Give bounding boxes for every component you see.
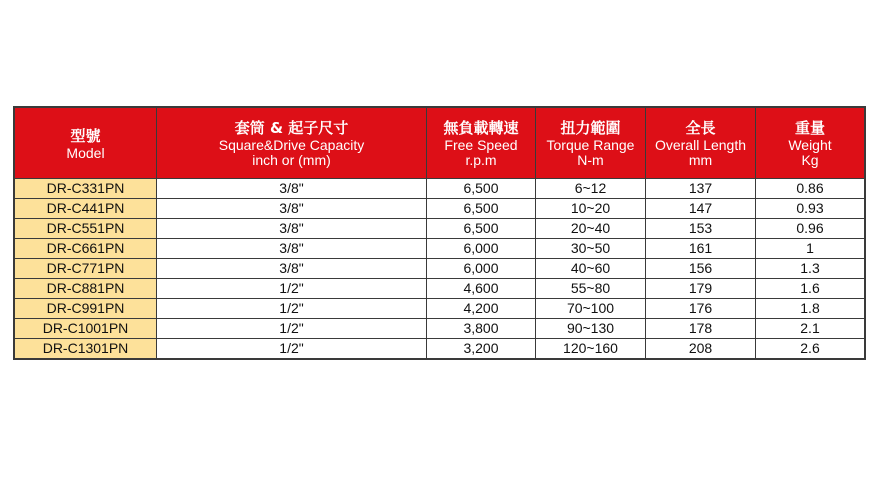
header-label-en: Model bbox=[66, 144, 105, 161]
cell-weight: 2.1 bbox=[756, 319, 865, 339]
table-row bbox=[15, 179, 865, 199]
header-label-zh: 扭力範圍 bbox=[560, 119, 621, 137]
cell-torque-range: 70~100 bbox=[536, 299, 646, 319]
spec-table bbox=[14, 107, 865, 359]
header-label-en: Torque Range bbox=[546, 137, 635, 153]
cell-capacity: 1/2" bbox=[157, 279, 427, 299]
header-label-zh: 型號 bbox=[70, 126, 101, 145]
cell-torque-range: 30~50 bbox=[536, 239, 646, 259]
cell-weight: 0.86 bbox=[756, 179, 865, 199]
cell-model: DR-C441PN bbox=[15, 199, 157, 219]
cell-capacity: 3/8" bbox=[157, 239, 427, 259]
cell-overall-length: 153 bbox=[646, 219, 756, 239]
header-free-speed bbox=[427, 108, 536, 179]
cell-free-speed: 4,600 bbox=[427, 279, 536, 299]
table-row bbox=[15, 279, 865, 299]
cell-model: DR-C1001PN bbox=[15, 319, 157, 339]
cell-weight: 2.6 bbox=[756, 339, 865, 359]
cell-overall-length: 178 bbox=[646, 319, 756, 339]
header-label-unit: mm bbox=[688, 152, 713, 168]
cell-model: DR-C771PN bbox=[15, 259, 157, 279]
cell-torque-range: 90~130 bbox=[536, 319, 646, 339]
cell-capacity: 3/8" bbox=[157, 259, 427, 279]
cell-free-speed: 6,500 bbox=[427, 199, 536, 219]
cell-weight: 1.6 bbox=[756, 279, 865, 299]
cell-overall-length: 179 bbox=[646, 279, 756, 299]
header-label-en: Square&Drive Capacity bbox=[218, 137, 365, 153]
cell-free-speed: 6,500 bbox=[427, 179, 536, 199]
table-row bbox=[15, 339, 865, 359]
cell-overall-length: 147 bbox=[646, 199, 756, 219]
cell-capacity: 1/2" bbox=[157, 319, 427, 339]
cell-model: DR-C881PN bbox=[15, 279, 157, 299]
cell-model: DR-C1301PN bbox=[15, 339, 157, 359]
table-row bbox=[15, 219, 865, 239]
cell-torque-range: 55~80 bbox=[536, 279, 646, 299]
header-label-zh: 全長 bbox=[685, 119, 716, 137]
cell-weight: 1 bbox=[756, 239, 865, 259]
cell-free-speed: 6,000 bbox=[427, 259, 536, 279]
cell-free-speed: 6,500 bbox=[427, 219, 536, 239]
header-label-zh: 無負載轉速 bbox=[443, 119, 519, 137]
cell-model: DR-C991PN bbox=[15, 299, 157, 319]
header-label-unit: N-m bbox=[577, 152, 604, 168]
header-model bbox=[15, 108, 157, 179]
cell-weight: 0.96 bbox=[756, 219, 865, 239]
cell-overall-length: 161 bbox=[646, 239, 756, 259]
table-row bbox=[15, 239, 865, 259]
cell-overall-length: 137 bbox=[646, 179, 756, 199]
cell-overall-length: 156 bbox=[646, 259, 756, 279]
header-label-unit: Kg bbox=[801, 152, 819, 168]
header-row bbox=[15, 108, 865, 179]
cell-free-speed: 3,200 bbox=[427, 339, 536, 359]
cell-overall-length: 208 bbox=[646, 339, 756, 359]
table-row bbox=[15, 319, 865, 339]
cell-torque-range: 120~160 bbox=[536, 339, 646, 359]
header-label-zh: 重量 bbox=[794, 119, 825, 137]
header-label-en: Weight bbox=[788, 137, 832, 153]
header-label-en: Free Speed bbox=[444, 137, 518, 153]
cell-model: DR-C551PN bbox=[15, 219, 157, 239]
cell-model: DR-C331PN bbox=[15, 179, 157, 199]
cell-capacity: 1/2" bbox=[157, 339, 427, 359]
cell-capacity: 3/8" bbox=[157, 199, 427, 219]
cell-overall-length: 176 bbox=[646, 299, 756, 319]
cell-torque-range: 40~60 bbox=[536, 259, 646, 279]
header-torque-range bbox=[536, 108, 646, 179]
cell-torque-range: 20~40 bbox=[536, 219, 646, 239]
cell-weight: 0.93 bbox=[756, 199, 865, 219]
header-label-unit: inch or (mm) bbox=[252, 152, 331, 168]
table-row bbox=[15, 299, 865, 319]
header-label-en: Overall Length bbox=[654, 137, 747, 153]
cell-weight: 1.8 bbox=[756, 299, 865, 319]
header-label-zh: 套筒 & 起子尺寸 bbox=[234, 119, 349, 137]
table-row bbox=[15, 199, 865, 219]
header-overall-length bbox=[646, 108, 756, 179]
cell-torque-range: 10~20 bbox=[536, 199, 646, 219]
header-weight bbox=[756, 108, 865, 179]
cell-free-speed: 4,200 bbox=[427, 299, 536, 319]
header-label-unit: r.p.m bbox=[465, 152, 497, 168]
cell-capacity: 3/8" bbox=[157, 179, 427, 199]
table-row bbox=[15, 259, 865, 279]
cell-torque-range: 6~12 bbox=[536, 179, 646, 199]
cell-weight: 1.3 bbox=[756, 259, 865, 279]
cell-capacity: 1/2" bbox=[157, 299, 427, 319]
cell-model: DR-C661PN bbox=[15, 239, 157, 259]
cell-capacity: 3/8" bbox=[157, 219, 427, 239]
cell-free-speed: 6,000 bbox=[427, 239, 536, 259]
header-capacity bbox=[157, 108, 427, 179]
cell-free-speed: 3,800 bbox=[427, 319, 536, 339]
